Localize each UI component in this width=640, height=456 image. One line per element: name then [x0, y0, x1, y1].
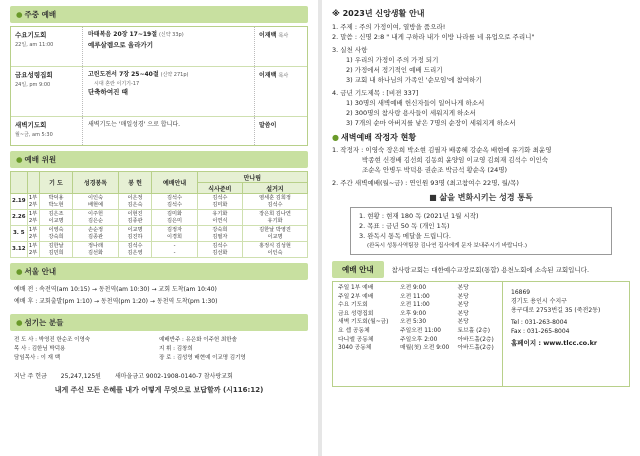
schedule-name: 새벽 기도회(월~금): [338, 319, 389, 326]
shuttle-info: [10, 283, 308, 309]
committee-row: [11, 242, 308, 258]
schedule-time: 오전 9:00: [400, 285, 427, 291]
schedule-time: 오전 11:00: [400, 293, 430, 300]
pastor-name: 이재백 목사: [259, 32, 289, 39]
bible-verse: 내게 주신 모든 은혜를 내가 어떻게 무엇으로 보답할까 (시116:12): [54, 386, 264, 394]
cell-reading: 이주헌 김은순: [73, 210, 118, 226]
cell-offering: 이교명 김진하: [118, 226, 152, 242]
bible-reading-box: 1. 현황 : 현재 180 독 (2021년 1월 시작) 2. 목표 : 금년 50 독 (개인 1독) 3. 완독시 통독 메달을 드립니다. (완독시 성통사역팀장 김나연 집사에게 문자 보내주시기 바랍니다.): [350, 207, 612, 255]
cell-prayer: 김한날 김민희: [39, 242, 73, 258]
cell-part: 1부 2부: [28, 242, 38, 256]
sermon-title: 예루살렘으로 올라가기: [88, 41, 154, 49]
pastor-name: 말씀이: [259, 122, 277, 129]
schedule-place: 본당: [457, 302, 469, 309]
cell-dish: 염세훈 김희정 김석수: [242, 194, 307, 210]
cell-offering: 이은정 김은숙: [118, 194, 152, 210]
church-info-box: [332, 281, 630, 387]
schedule-row: [336, 310, 499, 319]
cell-date: 3. 5: [11, 226, 28, 242]
schedule-row: [336, 293, 499, 302]
schedule-name: 금요 성령집회: [338, 310, 374, 317]
cell-guide: 김석수 김석수: [152, 194, 197, 210]
schedule-time: 오전 11:00: [400, 302, 430, 309]
website-link[interactable]: 홈페이지 : www.tlcc.co.kr: [511, 339, 598, 347]
committee-row: [11, 210, 308, 226]
schedule-name: 다니엘 공동체: [338, 336, 374, 343]
cell-meal: 유기화 이연식: [197, 210, 242, 226]
schedule-row: [336, 336, 499, 345]
sermon-passage: 고린도전서 7장 25~40절 (신약 271p): [88, 71, 189, 78]
shuttle-line: 예배 후 : 교회출발(pm 1:10) → 동천역(pm 1:20) → 동천역 도착(pm 1:30): [14, 298, 218, 305]
cell-dish: 장은희 김나연 유기화: [242, 210, 307, 226]
service-time: 24일, pm 9:00: [15, 82, 51, 88]
cell-prayer: 이영숙 강숙희: [39, 226, 73, 242]
col-header: 기 도: [39, 172, 73, 194]
worship-row: [11, 117, 307, 145]
left-page: [0, 0, 318, 456]
year-guide-title: ※ 2023년 신앙생활 안내: [332, 9, 425, 18]
cell-part: 1부 2부: [28, 226, 38, 240]
col-header: 설거지: [242, 183, 307, 194]
cell-part: 1부 2부: [28, 210, 38, 224]
cell-reading: 손순정 김종관: [73, 226, 118, 242]
tel: Tel : 031-263-8004: [511, 319, 568, 326]
worship-row: [11, 67, 307, 117]
schedule-place: 본당: [457, 293, 469, 300]
offering-label: 지난 주 헌금: [14, 373, 47, 380]
church-info-header: 예배 안내 참사랑교회는 대한예수교장로회(통합) 용천노회에 소속된 교회입니다.: [332, 261, 630, 278]
service-name: 금요성령집회: [15, 71, 53, 79]
schedule-place: 본당: [457, 285, 469, 291]
col-header: 만나림: [197, 172, 307, 183]
schedule-time: 오후 9:00: [400, 310, 427, 317]
col-header: 식사준비: [197, 183, 242, 194]
schedule-place: 아바드홀(2층): [457, 336, 494, 343]
schedule-name: 요 셉 공동체: [338, 327, 370, 334]
cell-date: 2.26: [11, 210, 28, 226]
schedule-place: 본당: [457, 319, 469, 326]
offering-row: [10, 371, 308, 380]
cell-reading: 정나래 김선화: [73, 242, 118, 258]
cell-part: 1부 2부: [28, 194, 38, 208]
bank-account: 새마을금고 9002-1908-0140-7 참사랑교회: [114, 373, 233, 380]
schedule-row: [336, 301, 499, 310]
schedule-name: 주일 2부 예배: [338, 293, 374, 300]
schedule-row: [336, 284, 499, 293]
cell-guide: 김미화 김은미: [152, 210, 197, 226]
cell-dish: 김한날 박영진 이교명: [242, 226, 307, 242]
schedule-place: 아바드홀(2층): [457, 345, 494, 352]
cell-reading: 이인숙 배현예: [73, 194, 118, 210]
sermon-series: 시대 혼란 이기기-17: [94, 81, 140, 87]
pastor-name: 이재백 목사: [259, 72, 289, 79]
wednesday-header: ● 서울 안내: [10, 263, 308, 280]
schedule-place: 본당: [457, 310, 469, 317]
schedule-name: 3040 공동체: [338, 345, 372, 352]
schedule-time: 주일오후 2:00: [400, 336, 438, 343]
cell-date: 3.12: [11, 242, 28, 258]
servers-header: ● 섬기는 분들: [10, 314, 308, 331]
committee-table: [10, 171, 308, 258]
cell-guide: 김정자 이경희: [152, 226, 197, 242]
cell-prayer: 김은조 이교명: [39, 210, 73, 226]
worship-row: [11, 27, 307, 67]
cell-guide: - -: [152, 242, 197, 258]
dawn-prayer-header: ● 새벽예배 작정자 현황: [332, 133, 417, 142]
cell-prayer: 박덕용 박노현: [39, 194, 73, 210]
service-name: 새벽기도회: [15, 121, 47, 129]
schedule-row: [336, 318, 499, 327]
committee-row: [11, 226, 308, 242]
schedule-name: 주일 1부 예배: [338, 285, 374, 291]
schedule-place: 토브홀 (2층): [457, 327, 490, 334]
col-header: 예배안내: [152, 172, 197, 194]
sermon-passage: 새벽기도는 '매일성경' 으로 합니다.: [88, 121, 181, 128]
schedule-time: 매월(첫) 오전 9:00: [400, 345, 450, 352]
sermon-title: 단축하여진 때: [88, 88, 128, 96]
service-time: 22일, am 11:00: [15, 42, 54, 48]
committee-header: ● 예배 위원: [10, 151, 308, 168]
cell-meal: 김석수 김선화: [197, 242, 242, 258]
cell-date: 2.19: [11, 194, 28, 210]
cell-meal: 강숙희 김필자: [197, 226, 242, 242]
fax: Fax : 031-265-8004: [511, 328, 570, 335]
right-page: ※ 2023년 신앙생활 안내 1. 주제 : 주의 가정이여, 열방을 품으라! 2. 말씀 : 신명 2:8 " 내게 구하라 내가 이방 나라를 네 유업으로 주리니" 3. 실천 사항 1) 우리의 가정이 주의 가정 되기 2) 가정에서 정기적인 예배 드리기 3) 교회 내 하나님의 가족인 '순모임'에 참여하기 4. 금년 기도제목 : [비젼 337] 1) 30명의 새벽예배 헌신자들이 일어나게 하소서 2) 300명의 참사랑 용사들이 세워지게 하소서 3) 7개의 순마 아버지를 낳은 7명의 순장이 세워지게 하소서 ● 새벽예배 작정자 현황 1. 작정자 : 이영숙 장은희 박소현 김필자 배종혜 강순옥 배현예 유기화 최윤영 박종현 신경배 김선희 김동희 윤양임 이교영 김희재 김석수 이인숙 조순옥 안병두 박덕용 권순조 박금석 황순옥 (24명) 2. 주간 새벽예배(월~금) : 연인원 93명 (최고참여수 22명, 월/목) ■ 삶을 변화시키는 성경 통독 1. 현황 : 현재 180 독 (2021년 1월 시작) 2. 목표 : 금년 50 독 (개인 1독) 3. 완독시 통독 메달을 드립니다. (완독시 성통사역팀장 김나연 집사에게 문자 보내주시기 바랍니다.) 예배 안내 참사랑교회는 대한예수교장로회(통합) 용천노회에 소속된 교회입니다. 주일 1부 예배 오전 9:00 본당 주일 2부 예배 오전 11:00 본당 수요 기도회 오전 11:00 본당 금요 성령집회 오후 9:00 본당 새벽 기도회(월~금) 오전 5:30 본당 요 셉 공동체 주일오전 11:00 토브홀 (2층) 다니엘 공동체 주일오후 2:00 아바드홀(2층) 3040 공동체 매월(첫) 오전 9:00 아바드홀(2층) 16869 경기도 용인시 수지구 용구대로 2753번길 35 (죽전2동) Tel : 031-263-8004 Fax : 031-265-8004 홈페이지 : www.tlcc.co.kr: [322, 0, 640, 456]
offering-amount: 25,247,125원: [60, 373, 101, 380]
col-header: 봉 헌: [118, 172, 152, 194]
schedule-row: [336, 327, 499, 336]
schedule-name: 수요 기도회: [338, 302, 368, 309]
sermon-passage: 마태복음 20장 17~19절 (신약 33p): [88, 31, 184, 38]
contact-info: 16869 경기도 용인시 수지구 용구대로 2753번길 35 (죽전2동) Tel : 031-263-8004 Fax : 031-265-8004 홈페이지 : www.tlcc.co.kr: [503, 282, 629, 386]
schedule-row: [336, 344, 499, 353]
servers-list: 전 도 사 : 박영진 한순조 이영숙 목 사 : 김한님 박덕용 담임목사 : 이 재 백 예배반주 : 유은화 이주헌 최한솔 지 휘 : 김창희 장 로 : 김성영 배현예 이교명 김기영: [14, 337, 246, 361]
service-name: 수요기도회: [15, 31, 47, 39]
cell-meal: 김석수 김미화: [197, 194, 242, 210]
shuttle-line: 예배 전 : 속전역(am 10:15) → 동천역(am 10:30) → 교회 도착(am 10:40): [14, 286, 217, 293]
cell-offering: 이현진 김종관: [118, 210, 152, 226]
committee-row: [11, 194, 308, 210]
worship-header: ● 주중 예배: [10, 6, 308, 23]
schedule-time: 오전 5:30: [400, 319, 427, 326]
bible-reading-header: ■ 삶을 변화시키는 성경 통독: [429, 193, 533, 202]
worship-table: [10, 26, 308, 146]
cell-dish: 홍정식 김성현 이인숙: [242, 242, 307, 258]
schedule-time: 주일오전 11:00: [400, 327, 441, 334]
col-header: 성경봉독: [73, 172, 118, 194]
service-time: 월~금, am 5:30: [15, 132, 53, 138]
schedule-table: [336, 284, 499, 353]
cell-offering: 김석수 김은영: [118, 242, 152, 258]
